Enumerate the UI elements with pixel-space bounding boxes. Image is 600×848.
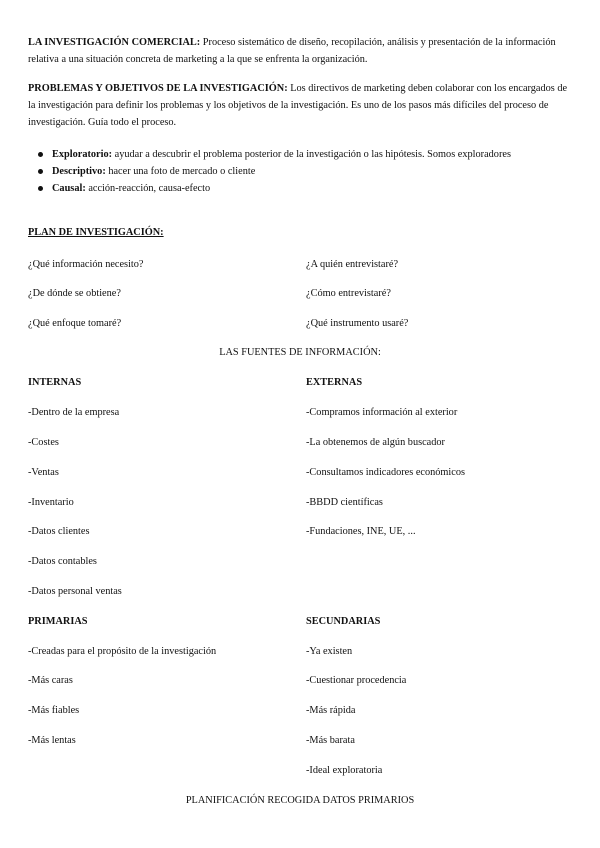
plan-heading: PLAN DE INVESTIGACIÓN: — [28, 227, 164, 238]
internal-heading: INTERNAS — [28, 377, 82, 388]
plan-question: ¿De dónde se obtiene? — [28, 288, 121, 299]
list-item — [28, 146, 573, 163]
type-desc: acción-reacción, causa-efecto — [85, 183, 211, 194]
internal-item: -Datos contables — [28, 556, 97, 567]
external-item: -La obtenemos de algún buscador — [306, 437, 445, 448]
external-item: -Consultamos indicadores económicos — [306, 467, 465, 478]
plan-question: ¿Qué información necesito? — [28, 259, 144, 270]
intro-heading: LA INVESTIGACIÓN COMERCIAL: — [28, 37, 201, 48]
problems-heading: PROBLEMAS Y OBJETIVOS DE LA INVESTIGACIÓN: — [28, 83, 288, 94]
plan-question: ¿A quién entrevistaré? — [306, 259, 399, 270]
primary-item: -Creadas para el propósito de la investigación — [28, 646, 217, 657]
internal-item: -Dentro de la empresa — [28, 407, 120, 418]
secondary-item: -Ya existen — [306, 646, 353, 657]
primary-item: -Más lentas — [28, 735, 76, 746]
problems-paragraph — [28, 80, 573, 131]
primary-item: -Más fiables — [28, 705, 80, 716]
type-desc: ayudar a descubrir el problema posterior de la investigación o las hipótesis. Somos exploradores — [112, 149, 511, 160]
external-heading: EXTERNAS — [306, 377, 363, 388]
type-term: Descriptivo: — [52, 166, 106, 177]
intro-text: Proceso sistemático de diseño, recopilación, análisis y presentación de la información relativa a una situación concreta de marketing a la que se enfrenta la organización. — [28, 37, 556, 65]
internal-item: -Inventario — [28, 497, 74, 508]
plan-question: ¿Qué instrumento usaré? — [306, 318, 409, 329]
secondary-item: -Más rápida — [306, 705, 356, 716]
footer-title: PLANIFICACIÓN RECOGIDA DATOS PRIMARIOS — [185, 795, 415, 806]
internal-item: -Ventas — [28, 467, 59, 478]
plan-question: ¿Qué enfoque tomaré? — [28, 318, 122, 329]
internal-item: -Datos personal ventas — [28, 586, 122, 597]
external-item: -Compramos información al exterior — [306, 407, 458, 418]
secondary-heading: SECUNDARIAS — [306, 616, 381, 627]
research-types-list — [28, 146, 573, 197]
type-term: Causal: — [52, 183, 86, 194]
type-desc: hacer una foto de mercado o cliente — [105, 166, 256, 177]
problems-text: Los directivos de marketing deben colaborar con los encargados de la investigación para definir los problemas y los objetivos de la investigación. Es uno de los pasos más difíciles del proceso de investigación. Guía todo el proceso. — [28, 83, 568, 128]
external-item: -BBDD científicas — [306, 497, 383, 508]
list-item — [28, 180, 573, 197]
secondary-item: -Ideal exploratoria — [306, 765, 383, 776]
primary-item: -Más caras — [28, 675, 73, 686]
sources-title: LAS FUENTES DE INFORMACIÓN: — [219, 347, 381, 358]
internal-item: -Datos clientes — [28, 526, 90, 537]
secondary-item: -Cuestionar procedencia — [306, 675, 407, 686]
external-item: -Fundaciones, INE, UE, ... — [306, 526, 416, 537]
list-item — [28, 163, 573, 180]
type-term: Exploratorio: — [52, 149, 113, 160]
internal-item: -Costes — [28, 437, 59, 448]
primary-heading: PRIMARIAS — [28, 616, 88, 627]
plan-question: ¿Cómo entrevistaré? — [306, 288, 391, 299]
secondary-item: -Más barata — [306, 735, 355, 746]
intro-paragraph — [28, 34, 573, 68]
